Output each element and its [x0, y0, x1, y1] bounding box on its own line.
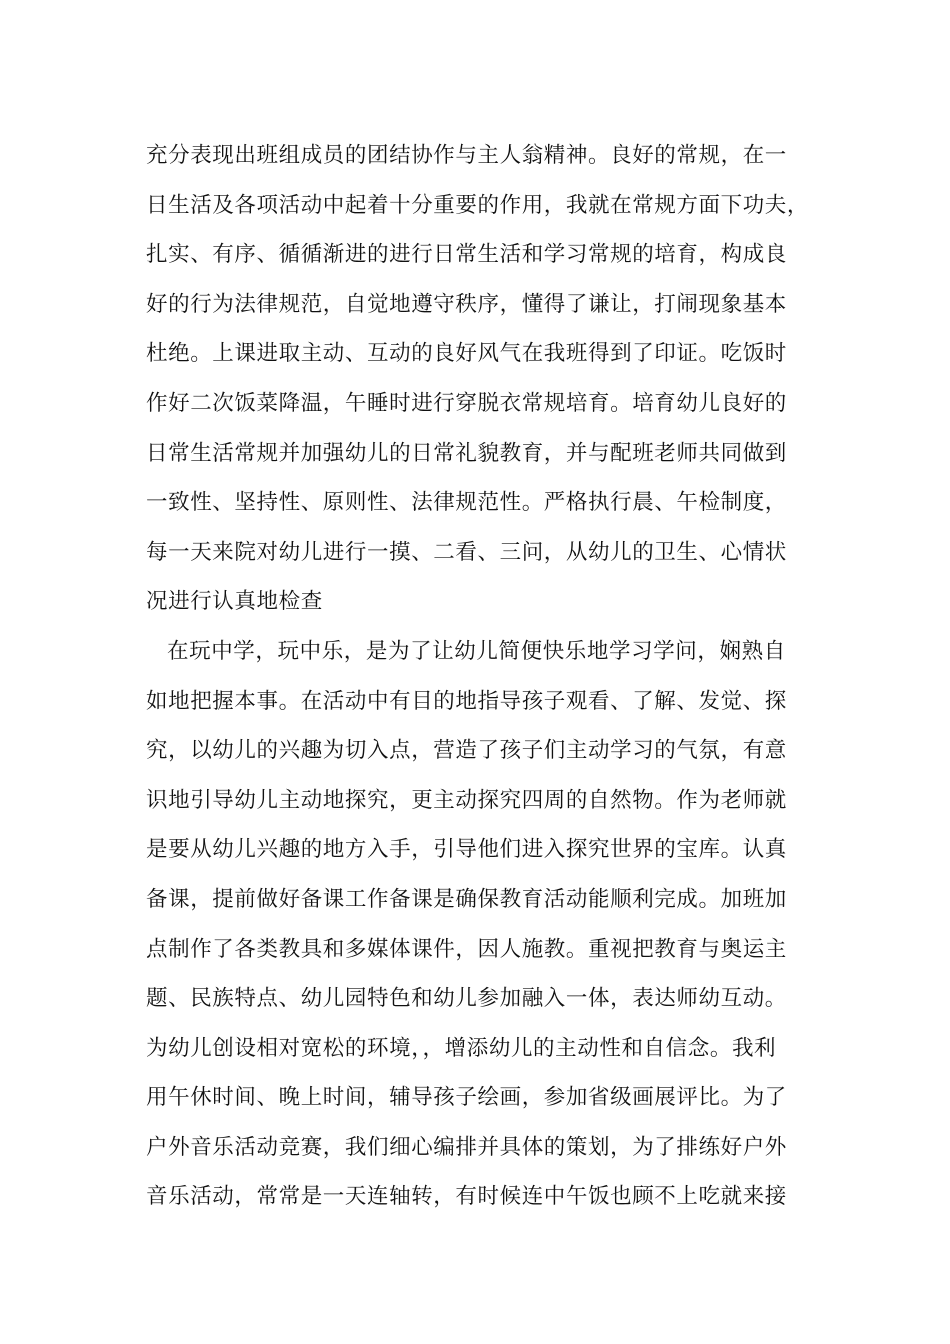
text-line: 为幼儿创设相对宽松的环境，，增添幼儿的主动性和自信念。我利 [146, 1035, 777, 1061]
text-line: 识地引导幼儿主动地探究，更主动探究四周的自然物。作为老师就 [146, 787, 787, 813]
text-line: 每一天来院对幼儿进行一摸、二看、三问，从幼儿的卫生、心情状 [146, 539, 787, 565]
text-line: 况进行认真地检查 [146, 589, 323, 615]
text-line: 音乐活动，常常是一天连轴转，有时候连中午饭也顾不上吃就来接 [146, 1184, 787, 1210]
text-line: 户外音乐活动竞赛，我们细心编排并具体的策划，为了排练好户外 [146, 1134, 787, 1160]
text-line: 是要从幼儿兴趣的地方入手，引导他们进入探究世界的宝库。认真 [146, 837, 787, 863]
text-line: 扎实、有序、循循渐进的进行日常生活和学习常规的培育，构成良 [146, 242, 787, 268]
text-line: 题、民族特点、幼儿园特色和幼儿参加融入一体，表达师幼互动。 [146, 986, 787, 1012]
text-line: 如地把握本事。在活动中有目的地指导孩子观看、了解、发觉、探 [146, 688, 787, 714]
text-line: 日常生活常规并加强幼儿的日常礼貌教育，并与配班老师共同做到 [146, 440, 787, 466]
text-line: 充分表现出班组成员的团结协作与主人翁精神。良好的常规，在一 [146, 143, 787, 168]
body-text [146, 131, 836, 1222]
text-line: 好的行为法律规范，自觉地遵守秩序，懂得了谦让，打闹现象基本 [146, 291, 787, 317]
text-line: 日生活及各项活动中起着十分重要的作用，我就在常规方面下功夫， [146, 192, 810, 218]
text-line: 一致性、坚持性、原则性、法律规范性。严格执行晨、午检制度， [146, 490, 787, 516]
text-line: 备课，提前做好备课工作备课是确保教育活动能顺利完成。加班加 [146, 886, 787, 912]
paragraph-start-line: 在玩中学，玩中乐，是为了让幼儿简便快乐地学习学问，娴熟自 [167, 638, 786, 664]
text-line: 用午休时间、晚上时间，辅导孩子绘画，参加省级画展评比。为了 [146, 1085, 787, 1111]
text-line: 作好二次饭菜降温，午睡时进行穿脱衣常规培育。培育幼儿良好的 [146, 390, 787, 416]
text-line: 杜绝。上课进取主动、互动的良好风气在我班得到了印证。吃饭时 [146, 341, 787, 367]
text-line: 点制作了各类教具和多媒体课件，因人施教。重视把教育与奥运主 [146, 936, 787, 962]
text-line: 究，以幼儿的兴趣为切入点，营造了孩子们主动学习的气氛，有意 [146, 738, 787, 764]
